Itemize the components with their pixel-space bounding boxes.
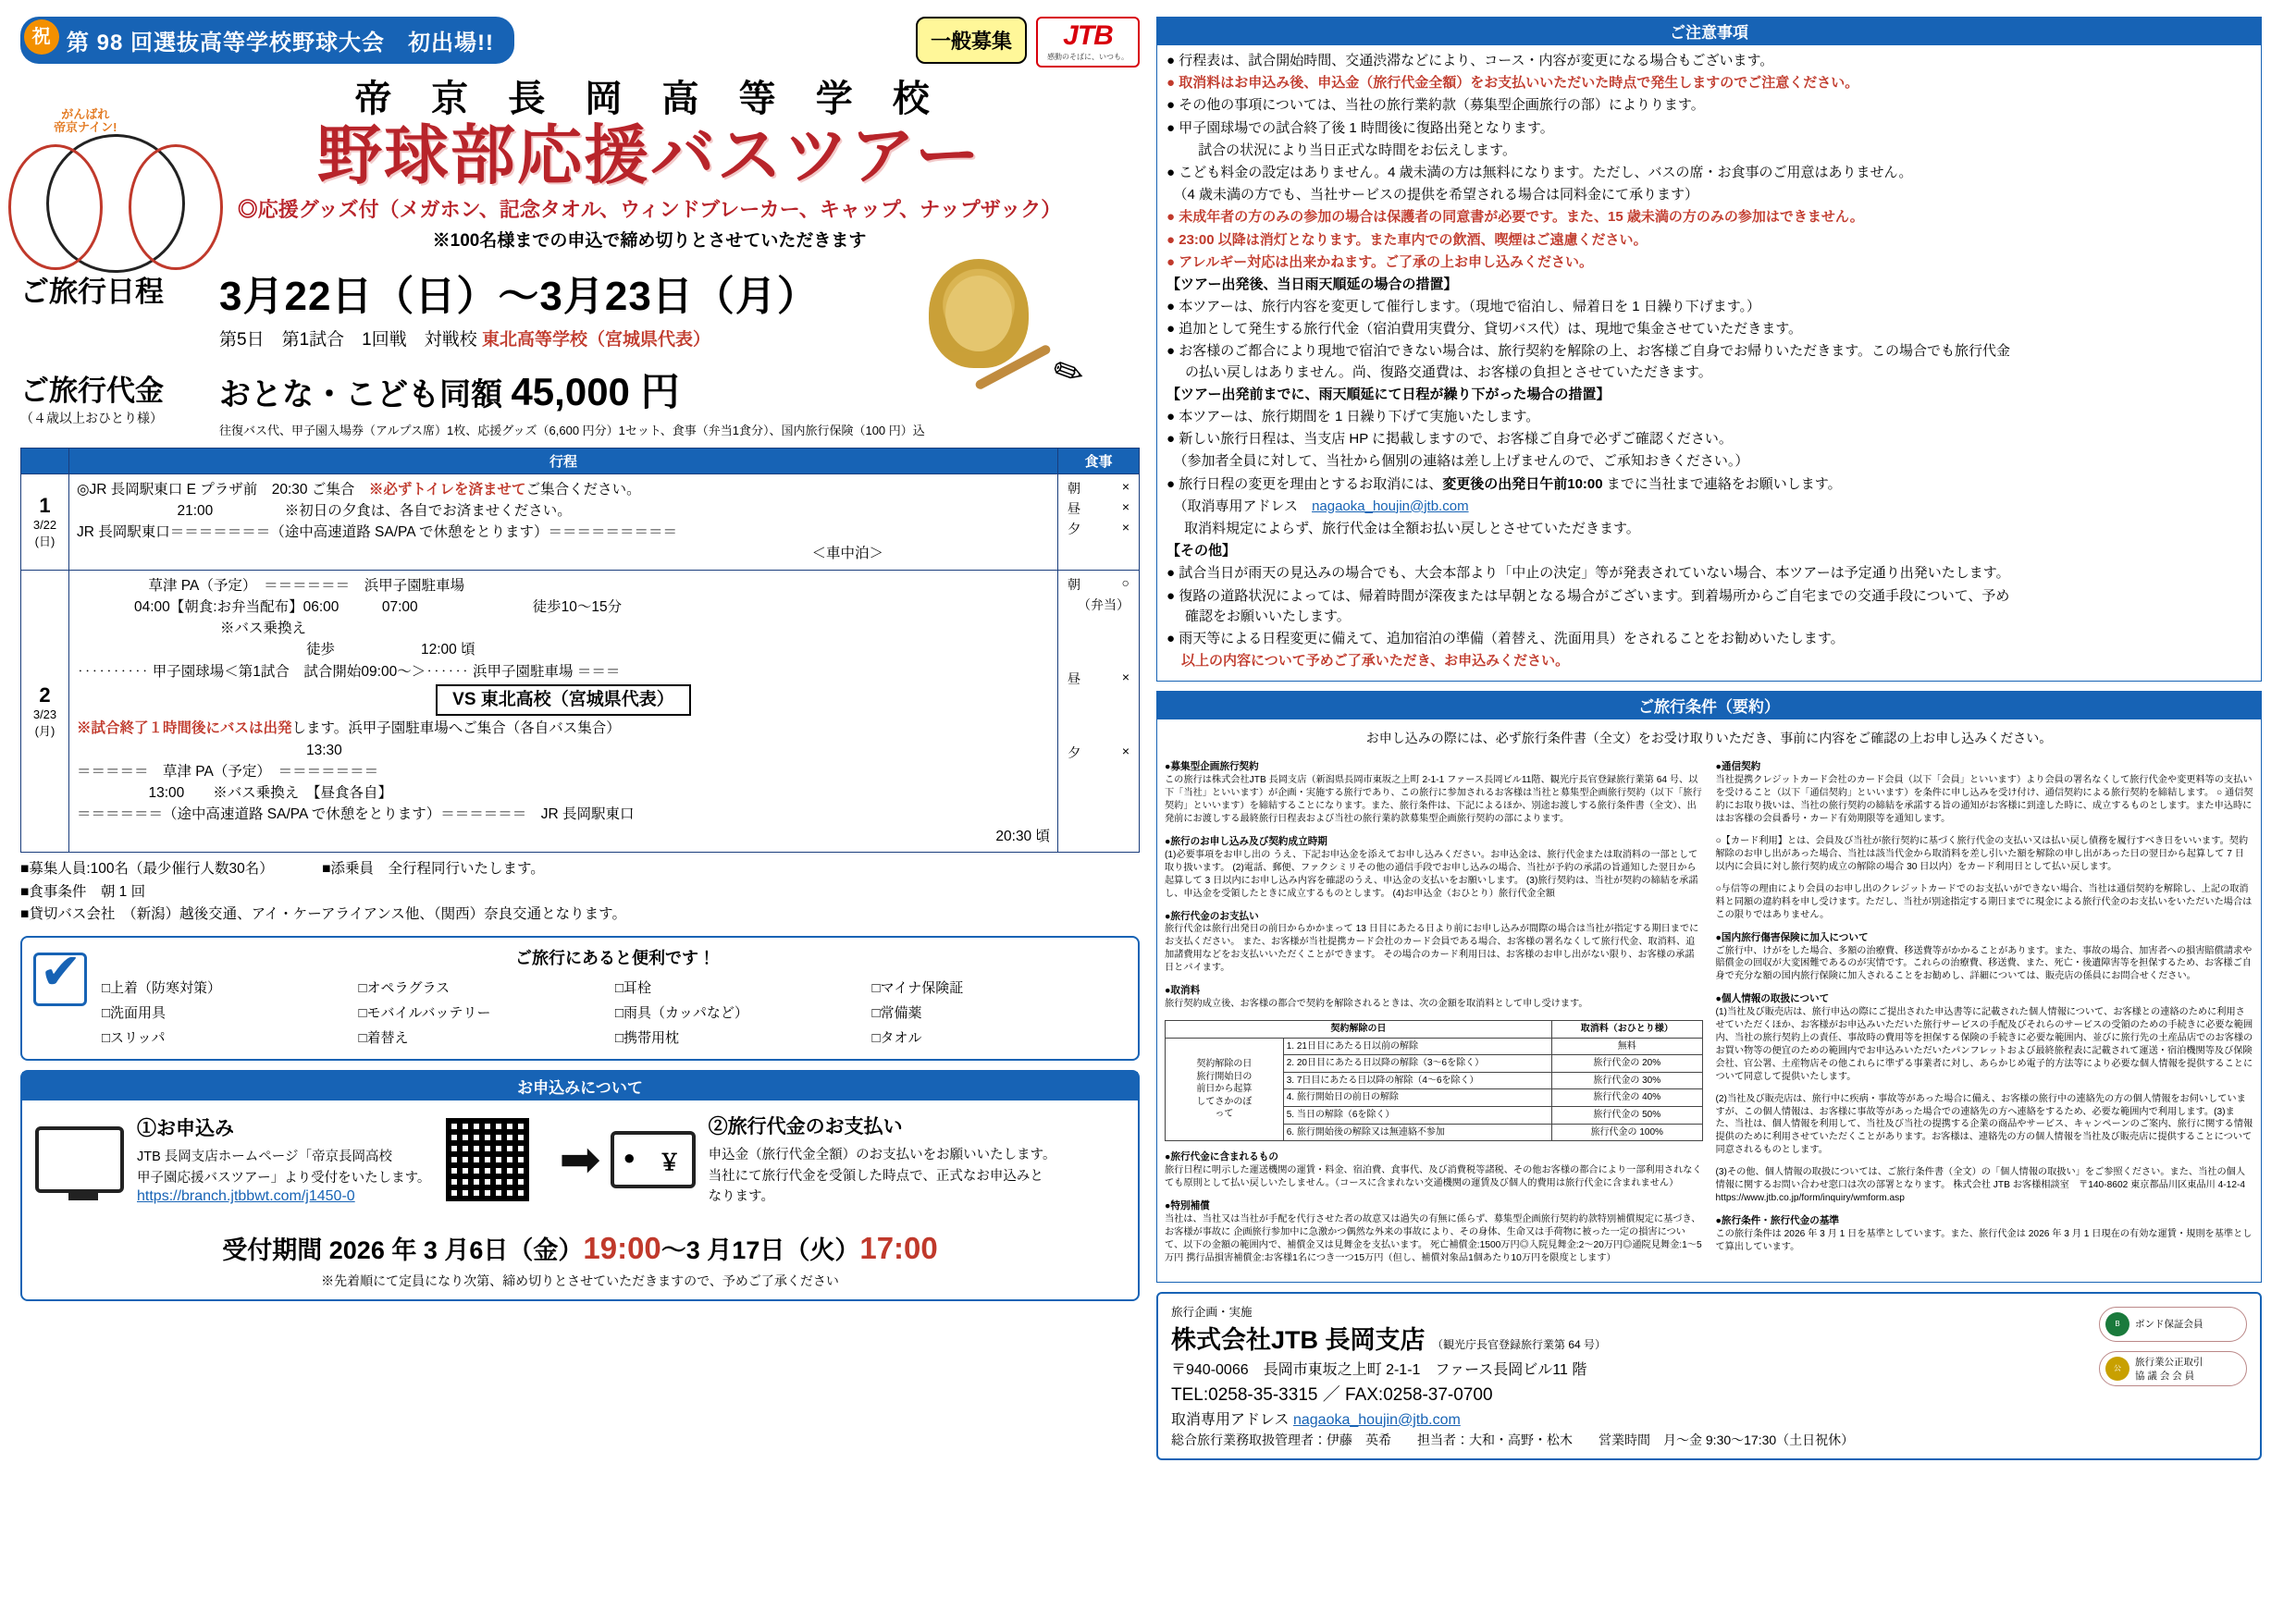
period-note: ※先着順にて定員になり次第、締め切りとさせていただきますので、予めご了承ください (321, 1273, 839, 1288)
notes-sub2-0: ● 本ツアーは、旅行期間を 1 日繰り下げて実施いたします。 (1167, 409, 1540, 424)
school-name: 帝 京 長 岡 高 等 学 校 (354, 79, 944, 119)
cond-r0 (1716, 760, 2254, 825)
cancel-row-value: 旅行代金の 50% (1551, 1107, 1702, 1125)
notes-sub3-0: ● 試合当日が雨天の見込みの場合でも、大会本部より「中止の決定」等が発表されていない場合、本ツアーは予定通り出発いたします。 (1167, 565, 2010, 582)
tournament-badge-text: 第 98 回選抜高等学校野球大会 初出場!! (67, 31, 495, 55)
day2-course (69, 570, 1058, 852)
cond-r4-text: (1)当社及び販売店は、旅行申込の際にご提出された申込書等に記載された個人情報について、お客様との連絡のために利用させていただくほか、お客様がお申込みいただいた旅行サービスの手配及びそれらのサービスの受領のための手続きに必要な範囲内、当社の旅行契約上の責任、事故時の費用等を担保する保険の手続きに必要な範囲内、並びに旅行先の土産品店でのお客様のお買い物等の便宜のための範囲内でお申込みいただいたパンフレットおよび最終旅程表に記載されて運送・宿泊機関等及び保険会社、官公署、土産物店その他これらに準ずる事業者に対し、あらかじめ電子的方法等により必要な個人情報を提供することについて同意して提供いたします。 (1715, 1007, 2253, 1082)
application-period (22, 1230, 1138, 1266)
day2-line-9: 13:00 ※バス乗換え 【昼食各自】 (77, 785, 393, 801)
application-box (20, 1070, 1140, 1300)
note-8: ● 23:00 以降は消灯となります。また車内での飲酒、喫煙はご遠慮ください。 (1167, 231, 1648, 248)
cond-r2: ○与信等の理由により会員のお申し出のクレジットカードでのお支払いができない場合、当社は通信契約を解除し、上記の取消料と同額の違約料を申し受けます。ただし、当社が別途指定する期日までに現金による旅行代金のお支払いをいただいた場合はこの限りではありません。 (1715, 883, 2253, 920)
cond-l6 (1165, 1199, 1703, 1264)
cond-l5 (1165, 1150, 1703, 1190)
conditions-left-col (1165, 751, 1703, 1274)
cond-l0 (1165, 760, 1703, 825)
notes-sub3-2: ● 雨天等による日程変更に備えて、追加宿泊の準備（着替え、洗面用具）をされることをお勧めいたします。 (1167, 630, 1845, 646)
list-item: □タオル (871, 1030, 922, 1047)
cond-r0-head: ●通信契約 (1715, 761, 1761, 773)
cond-l3 (1165, 984, 1703, 1011)
meal-label: 朝 (1068, 480, 1080, 496)
list-item: □携帯用枕 (615, 1030, 680, 1047)
wallet-icon (611, 1131, 696, 1188)
day2-line-7: 13:30 (77, 742, 342, 758)
application-body (22, 1100, 1138, 1218)
bullet-bus-company: ■貸切バス会社 （新潟）越後交通、アイ・ケーアライアンス他、（関西）奈良交通となります。 (20, 906, 626, 923)
conditions-body (1156, 719, 2262, 1283)
day2-line-11: 20:30 頃 (995, 828, 1050, 844)
cond-r1: ○【カード利用】とは、会員及び当社が旅行契約に基づく旅行代金の支払い又は払い戻し債務を履行すべき日をいいます。契約解除のお申し出があった場合、当社は該当代金から取消料を差し引いた額を解除の申し出があった日の翌日から起算して 7 日以内に会員に対し旅行契約成立の解除の場合 30 日以内）をカード利用日として払い戻します。 (1715, 836, 2249, 872)
conditions-columns (1165, 751, 2253, 1274)
right-column (1156, 17, 2262, 1606)
step1-title: ①お申込み (137, 1118, 234, 1140)
fair-trade-seal-label: 旅行業公正取引 協 議 会 会 員 (2135, 1356, 2203, 1382)
notes-sub2-4: （取消専用アドレス nagaoka_houjin@jtb.com (1167, 498, 1469, 514)
table-row (21, 570, 1140, 852)
baseball-icon (46, 134, 185, 273)
bullet-row-1 (20, 858, 1140, 881)
cond-l3-text: 旅行契約成立後、お客様の都合で契約を解除されるときは、次の金額を取消料として申し受けます。 (1165, 999, 1588, 1009)
step2-text: 申込金（旅行代金全額）のお支払いをお願いいたします。 当社にて旅行代金を受領した時点で、正式なお申込みと なります。 (708, 1148, 1056, 1205)
notes-sub1-2: ● お客様のご都合により現地で宿泊できない場合は、旅行契約を解除の上、お客様ご自身でお帰りいただきます。この場合でも旅行代金 の払い戻しはありません。尚、復路交通費は、お客様の負担とさせていただきます。 (1167, 343, 2011, 380)
cheer-note: がんばれ 帝京ナイン! (54, 107, 117, 135)
conditions-right-col (1716, 751, 2254, 1274)
list-item: □上着（防寒対策） (102, 980, 222, 997)
cancel-row-label: 3. 7日目にあたる日以降の解除（4〜6を除く） (1283, 1072, 1551, 1089)
notes-sub3-1: ● 復路の道路状況によっては、帰着時間が深夜または早朝となる場合がございます。到着場所からご自宅までの交通手段について、予め 確認をお願いいたします。 (1167, 587, 2010, 624)
note-0: ● 行程表は、試合開始時間、交通渋滞などにより、コース・内容が変更になる場合もございます。 (1167, 53, 1774, 68)
cond-l1-text: (1)必要事項をお申し出の うえ、下記お申込金を添えてお申し込みください。お申込金は、旅行代金または取消料の一部として取り扱います。 (2)電話、郵便、ファクシミリその他の通信手段でお申し込みの場合、当社が予約の承諾の旨通知した翌日から起算して 3 日以内にお申し込み内容を確認のうえ、申込金の支払いをお願いします。 (3)旅行契約は、当社が契約の締結を承諾し、申込金を受領したときに成立するものとします。 (4)お申込金（おひとり）旅行代金全額 (1165, 849, 1698, 899)
meal-label: 昼 (1068, 670, 1080, 686)
notes-sub1-0: ● 本ツアーは、旅行内容を変更して催行します。（現地で宿泊し、帰着日を 1 日繰り下げます。） (1167, 299, 1761, 315)
period-date: 2026 年 3 月6日（金） (328, 1236, 584, 1264)
note-7: ● 未成年者の方のみの参加の場合は保護者の同意書が必要です。また、15 歳未満の方のみの参加はできません。 (1167, 209, 1864, 226)
meal-value: × (1121, 743, 1129, 758)
cancel-email-link[interactable]: nagaoka_houjin@jtb.com (1312, 498, 1469, 514)
title-block (20, 69, 1140, 252)
day-cell (21, 473, 69, 570)
tournament-badge (20, 17, 514, 64)
price-note: 往復バス代、甲子園入場券（アルプス席）1枚、応援グッズ（6,600 円分）1セット、食事（弁当1食分）、国内旅行保険（100 円）込 (219, 423, 925, 437)
cond-r7 (1716, 1214, 2254, 1254)
notes-sub2-head: 【ツアー出発前までに、雨天順延にて日程が繰り下がった場合の措置】 (1167, 386, 1611, 402)
day-number: 2 (39, 682, 51, 707)
packing-list-title: ご旅行にあると便利です！ (515, 949, 715, 968)
list-item: □マイナ保険証 (871, 980, 964, 997)
meal-row (1064, 595, 1133, 615)
list-item: □洗面用具 (102, 1005, 167, 1022)
meal-value: × (1121, 519, 1129, 535)
note-3: ● 甲子園球場での試合終了後 1 時間後に復路出発となります。 (1167, 119, 1554, 136)
cancel-row-label: 2. 20日目にあたる日以降の解除（3〜6を除く） (1283, 1055, 1551, 1073)
day2-line-8: ＝＝＝＝＝ 草津 PA（予定） ＝＝＝＝＝＝＝ (77, 763, 379, 780)
bond-seal-label: ボンド保証会員 (2135, 1319, 2203, 1331)
period-label: 受付期間 (222, 1236, 323, 1264)
day2-line-2: ※バス乗換え (77, 621, 307, 636)
cancel-row-value: 無料 (1551, 1038, 1702, 1055)
cond-l2-text: 旅行代金は旅行出発日の前日からかかまって 13 日目にあたる日より前にお申し込みが間際の場合は当社が指定する期日までにお支払ください。 また、お客様が当社提携カード会社のカード会員である場合、お客様の署名なくして旅行代金、取消料、追加諸費用などをお支払いいただくことができます。 その場合のカード利用日は、お客様のお申し出がない限り、お客様の承諾日とバイます。 (1165, 924, 1699, 974)
meal-value: × (1121, 478, 1129, 494)
day2-line-10: ＝＝＝＝＝＝（途中高速道路 SA/PA で休憩をとります）＝＝＝＝＝＝ JR 長岡駅東口 (77, 806, 635, 823)
price-sub-label: （４歳以上おひとり様） (20, 410, 163, 425)
note-9: ● アレルギー対応は出来かねます。ご了承の上お申し込みください。 (1167, 253, 1594, 270)
monitor-icon (35, 1126, 124, 1193)
meal-row (1064, 498, 1133, 519)
qr-code-icon[interactable] (443, 1115, 532, 1204)
day2-line-1: 04:00【朝食:お弁当配布】06:00 07:00 徒歩10〜15分 (77, 598, 623, 615)
header-row (20, 17, 1140, 68)
notes-sub2-3: ● 旅行日程の変更を理由とするお取消には、変更後の出発日午前10:00 までに当社まで連絡をお願いします。 (1167, 475, 1842, 492)
trip-summary (20, 263, 1140, 438)
day1-line-0: ◎JR 長岡駅東口 E プラザ前 20:30 ご集合 ※必ずトイレを済ませてご集合ください。 (77, 481, 641, 498)
note-1: ● 取消料はお申込み後、申込金（旅行代金全額）をお支払いいただいた時点で発生しますのでご注意ください。 (1167, 75, 1859, 92)
period-time-end: 17:00 (859, 1230, 938, 1265)
cond-l5-head: ●旅行代金に含まれるもの (1165, 1151, 1278, 1163)
footer-company-box (1156, 1292, 2262, 1460)
meal-label: 昼 (1068, 500, 1080, 516)
footer-company (1171, 1320, 2247, 1356)
meal-row (1064, 519, 1133, 539)
price-value (219, 362, 925, 417)
day2-line-6: ※試合終了１時間後にバスは出発します。浜甲子園駐車場へご集合（各自バス集合） (77, 720, 621, 737)
itinerary-col-course: 行程 (69, 448, 1058, 473)
cond-l6-head: ●特別補償 (1165, 1200, 1210, 1212)
footer-address: 〒940-0066 長岡市東坂之上町 2-1-1 ファース長岡ビル11 階 (1171, 1361, 1587, 1378)
cond-r5: (2)当社及び販売店は、旅行中に疾病・事故等があった場合に備え、お客様の旅行中の連絡先の方の個人情報をお伺いしていますが、この個人情報は、お客様に事故等があった場合での連絡先の方へ連絡をするため、必要な範囲内で利用します。(3)また、当社は、個人情報を利用して、当社及び当社の提携する企業の商品やサービス、キャンペーンのご案内、旅行に関する情報提供のために利用させていただくことがあります。お客様は、連絡先の方の個人情報を当社及び販売店に提供することについて同意されるものとします。 (1715, 1093, 2253, 1156)
period-time-start: 19:00 (583, 1230, 661, 1265)
cond-r3-head: ●国内旅行傷害保険に加入について (1715, 931, 1869, 943)
fair-trade-seal-icon: 公 (2105, 1357, 2129, 1381)
cond-r7-head: ●旅行条件・旅行代金の基準 (1715, 1215, 1840, 1226)
footer-cancel-email-link[interactable]: nagaoka_houjin@jtb.com (1292, 1411, 1461, 1428)
school-crest-icon (929, 259, 1029, 368)
day1-line-2: JR 長岡駅東口＝＝＝＝＝＝＝（途中高速道路 SA/PA で休憩をとります）＝＝＝＝＝＝＝＝＝ (77, 524, 678, 540)
application-step1 (35, 1113, 549, 1205)
schedule-label: ご旅行日程 (20, 275, 164, 308)
step2-title: ②旅行代金のお支払い (708, 1116, 903, 1138)
footer-tel: TEL:0258-35-3315 ／ FAX:0258-37-0700 (1171, 1384, 1493, 1405)
notes-sub3-head: 【その他】 (1167, 543, 1237, 559)
notes-sub2-2: （参加者全員に対して、当社から個別の連絡は差し上げませんので、ご承知おきください。） (1167, 453, 1749, 470)
general-recruit-badge: 一般募集 (916, 17, 1027, 64)
fair-trade-seal (2099, 1351, 2247, 1386)
price-label-text: ご旅行代金 (20, 374, 164, 407)
day2-vs-box-wrap (77, 682, 1050, 719)
footer-manager: 総合旅行業務取扱管理者：伊藤 英希 担当者：大和・高野・松木 営業時間 月〜金 9:30〜17:30（土日祝休） (1171, 1432, 1855, 1447)
meal-row (1064, 669, 1133, 689)
cond-l1-head: ●旅行のお申し込み及び契約成立時期 (1165, 836, 1327, 847)
notes-header: ご注意事項 (1156, 17, 2262, 45)
day2-line-3: 徒歩 12:00 頃 (77, 642, 475, 658)
capacity-limit-line: ※100名様までの申込で締め切りとさせていただきます (432, 230, 867, 251)
vs-opponent-box: VS 東北高校（宮城県代表） (436, 684, 691, 717)
cond-r4 (1716, 992, 2254, 1083)
price-label (20, 362, 219, 427)
cond-r6: (3)その他、個人情報の取扱については、ご旅行条件書（全文）の「個人情報の取扱い」をご参照ください。また、当社の個人情報に関するお問い合わせ窓口は次の部署となります。 株式会社 JTB お客様相談室 〒140-8602 東京都品川区東品川 4-12-4 https://www.jtb.co.jp/form/inquiry/wmform.asp (1715, 1167, 2246, 1203)
page-title: 野球部応援バスツアー (317, 119, 981, 191)
itinerary-table (20, 448, 1140, 853)
cond-r7-text: この旅行条件は 2026 年 3 月 1 日を基準としています。また、旅行代金は 2026 年 3 月 1 日現在の有効な運賃・規則を基準として算出しています。 (1715, 1228, 2253, 1252)
bond-member-seal (2099, 1307, 2247, 1342)
cancel-row-label: 4. 旅行開始日の前日の解除 (1283, 1089, 1551, 1107)
cancel-row-label: 6. 旅行開始後の解除又は無連絡不参加 (1283, 1124, 1551, 1141)
footer-company-name: 株式会社JTB 長岡支店 (1171, 1325, 1426, 1354)
footer-cancel-mail-row (1171, 1408, 2247, 1429)
list-item: □雨具（カッパなど） (615, 1005, 748, 1022)
notes-sub2-5: 取消料規定によらず、旅行代金は全額お払い戻しとさせていただきます。 (1167, 520, 1640, 536)
notes-body (1156, 45, 2262, 682)
cond-r4-head: ●個人情報の取扱について (1715, 993, 1830, 1005)
footer-cancel-label: 取消専用アドレス (1171, 1411, 1290, 1428)
list-item: □モバイルバッテリー (358, 1005, 491, 1022)
footer-label: 旅行企画・実施 (1171, 1305, 1253, 1319)
price-text: おとな・こども同額 (219, 376, 502, 412)
meal-label: 夕 (1068, 744, 1080, 760)
cond-l6-text: 当社は、当社又は当社が手配を代行させた者の故意又は過失の有無に係らず、募集型企画旅行契約約款特別補償規定に基づき、お客様が事故に 企画旅行参加中に急激かつ偶然な外来の事故により、その身体、生命又は手荷物に被った一定の損害について、以下の金額の範囲内で、補償金又は見舞金を支払います。 死亡補償金:1500万円◎入院見舞金:2〜20万円◎通院見舞金:1〜5万円 携行品損害補償金:お客様1名につき一つ15万円（但し、補償対象品1個あたり10万円を限度とします） (1165, 1214, 1702, 1263)
cancel-side-label: 契約解除の日 旅行開始日の 前日から起算 してさかのぼ って (1166, 1038, 1284, 1141)
cond-r3 (1716, 931, 2254, 984)
day1-course (69, 473, 1058, 570)
day-weekday: (月) (34, 723, 56, 738)
list-item: □常備薬 (871, 1005, 922, 1022)
meal-value: （弁当） (1078, 596, 1129, 612)
packing-list-items (102, 975, 1129, 1050)
arrow-right-icon: ➡ (559, 1132, 601, 1188)
list-item: □着替え (358, 1030, 409, 1047)
goods-included-line: ◎応援グッズ付（メガホン、記念タオル、ウィンドブレーカー、キャップ、ナップザック） (237, 197, 1062, 221)
cancel-th-1: 取消料（おひとり様） (1551, 1021, 1702, 1039)
list-item: □スリッパ (102, 1030, 166, 1047)
notes-sub3-red: 以上の内容について予めご了承いただき、お申込みください。 (1181, 653, 1570, 670)
cond-l0-head: ●募集型企画旅行契約 (1165, 761, 1259, 773)
trip-bullets (20, 858, 1140, 927)
list-item: □オペラグラス (358, 980, 451, 997)
step1-text: JTB 長岡支店ホームページ「帝京長岡高校 甲子園応援バスツアー」より受付をいたします。 (137, 1150, 431, 1186)
day2-line-4: ‥‥‥‥‥ 甲子園球場＜第1試合 試合開始09:00〜＞‥‥‥ 浜甲子園駐車場 ＝＝＝ (77, 663, 621, 680)
left-column (20, 17, 1140, 1606)
cond-l2 (1165, 910, 1703, 975)
trip-dates: 3月22日（日）〜3月23日（月） (219, 273, 819, 319)
note-4: 試合の状況により当日正式な時間をお伝えします。 (1167, 141, 1516, 158)
day1-line-1: 21:00 ※初日の夕食は、各自でお済ませください。 (77, 502, 572, 519)
game-line (219, 326, 819, 350)
application-header: お申込みについて (22, 1072, 1138, 1100)
day-cell (21, 570, 69, 852)
jtb-logo (1036, 17, 1140, 68)
day1-line-3: ＜車中泊＞ (811, 546, 883, 562)
period-mid: 〜3 月17日（火） (660, 1236, 860, 1264)
bullet-escort: ■添乗員 全行程同行いたします。 (322, 860, 545, 877)
bullet-capacity: ■募集人員:100名（最少催行人数30名） (20, 860, 274, 877)
day-weekday: (日) (34, 535, 56, 548)
notes-sub1-1: ● 追加として発生する旅行代金（宿泊費用実費分、貸切バス代）は、現地で集金させていただきます。 (1167, 321, 1803, 338)
meal-row (1064, 743, 1133, 763)
meal-value: ○ (1121, 574, 1129, 590)
day2-line-0: 草津 PA（予定） ＝＝＝＝＝＝ 浜甲子園駐車場 (77, 577, 465, 594)
note-2: ● その他の事項については、当社の旅行業約款（募集型企画旅行の部）によりります。 (1167, 97, 1705, 114)
meal-value: × (1121, 498, 1129, 514)
day-date: 3/22 (32, 518, 57, 532)
cancel-row-label: 5. 当日の解除（6を除く） (1283, 1107, 1551, 1125)
application-step2 (611, 1112, 1125, 1207)
trip-price-row (20, 362, 1140, 438)
day-number: 1 (39, 494, 51, 517)
cancel-row-value: 旅行代金の 20% (1551, 1055, 1702, 1073)
table-row (1166, 1038, 1703, 1055)
itinerary-col-day (21, 448, 69, 473)
note-6: （4 歳未満の方でも、当社サービスの提供を希望される場合は同料金にて承ります） (1167, 187, 1699, 203)
cancellation-fee-table (1165, 1020, 1703, 1141)
notes-sub2-1: ● 新しい旅行日程は、当支店 HP に掲載しますので、お客様ご自身で必ずご確認ください。 (1167, 431, 1733, 448)
conditions-lead: お申し込みの際には、必ず旅行条件書（全文）をお受け取りいただき、事前に内容をご確認の上お申し込みください。 (1365, 731, 2053, 746)
cond-l0-text: この旅行は株式会社JTB 長岡支店（新潟県長岡市東坂之上町 2-1-1 ファース長岡ビル11階、観光庁長官登録旅行業第 64 号、以下「当社」といいます）が企画・実施する旅行であり、この旅行に参加されるお客様は当社と募集型企画旅行契約（以下「旅行契約」といいます）を締結することになります。また、旅行条件は、下記によるほか、別途お渡しする旅行条件書（全文）、出発前にお渡しする最終旅行日程表および当社の旅行業約款募集型企画旅行契約の部によります。 (1165, 775, 1702, 824)
notes-sub1-head: 【ツアー出発後、当日雨天順延の場合の措置】 (1167, 276, 1458, 292)
cond-l1 (1165, 835, 1703, 900)
conditions-header: ご旅行条件（要約） (1156, 691, 2262, 719)
cancel-row-value: 旅行代金の 40% (1551, 1089, 1702, 1107)
day1-meals (1058, 473, 1140, 570)
celebration-icon: 祝 (24, 19, 59, 55)
packing-list-box (20, 936, 1140, 1061)
application-url-link[interactable]: https://branch.jtbbwt.com/j1450-0 (137, 1188, 355, 1205)
cond-l3-head: ●取消料 (1165, 985, 1201, 997)
list-item: □耳栓 (615, 980, 652, 997)
cancel-th-0: 契約解除の日 (1166, 1021, 1552, 1039)
cond-r0-text: 当社提携クレジットカード会社のカード会員（以下「会員」といいます）より会員の署名なくして旅行代金や変更料等の支払いを受けること（以下「通信契約」といいます）を条件に申し込みを受け付け、通信契約による旅行契約を締結します。 ○ 通信契約にお取り扱いは、当社の旅行契約の締結を承諾する旨の通知がお客様に到達した時に、成立するものとします。また申込時にはお客様の会員番号・カード有効期限等を通知します。 (1715, 775, 2253, 824)
cond-l2-head: ●旅行代金のお支払い (1165, 910, 1259, 922)
bullet-meals: ■食事条件 朝 1 回 (20, 883, 146, 900)
table-row (21, 473, 1140, 570)
cancel-row-value: 旅行代金の 100% (1551, 1124, 1702, 1141)
meal-row (1064, 574, 1133, 595)
price-amount: 45,000 円 (511, 369, 680, 413)
game-line-prefix: 第5日 第1試合 1回戦 対戦校 (219, 329, 477, 350)
opponent-school: 東北高等学校（宮城県代表） (481, 329, 710, 350)
day-date: 3/23 (32, 707, 57, 721)
itinerary-col-meal: 食事 (1058, 448, 1140, 473)
meal-label: 朝 (1068, 576, 1080, 592)
meal-row (1064, 478, 1133, 498)
bond-seal-icon: B (2105, 1312, 2129, 1336)
jtb-tagline: 感動のそばに、いつも。 (1047, 53, 1129, 61)
note-5: ● こども料金の設定はありません。4 歳未満の方は無料になります。ただし、バスの席・お食事のご用意はありません。 (1167, 164, 1913, 180)
footer-company-reg: （観光庁長官登録旅行業第 64 号） (1432, 1337, 1607, 1351)
day2-meals (1058, 570, 1140, 852)
cond-r3-text: ご旅行中、けがをした場合、多額の治療費、移送費等がかかることがあります。また、事故の場合、加害者への損害賠償請求や賠償金の回収が大変困難であるのが実情です。これらの治療費、移送費、また、死亡・後遺障害等を担保するため、お客様ご自身で充分な額の国内旅行保険に加入されることをお勧めし、詳細については、販売店の係員にお問合せください。 (1715, 945, 2253, 982)
jtb-logo-text: JTB (1063, 20, 1113, 51)
meal-label: 夕 (1068, 521, 1080, 536)
meal-value: × (1121, 669, 1129, 684)
cancel-row-value: 旅行代金の 30% (1551, 1072, 1702, 1089)
cancel-row-label: 1. 21日目にあたる日以前の解除 (1283, 1038, 1551, 1055)
pencil-icon: ✏ (1046, 348, 1091, 397)
cond-l5-text: 旅行日程に明示した運送機関の運賃・料金、宿泊費、食事代、及び消費税等諸税、その他お客様の都合により一部利用されなくても原則として払い戻しいたしません。（コースに含まれない交通機関の運賃及び個人的費用は旅行代金に含まれません） (1165, 1165, 1702, 1189)
checkmark-icon (33, 953, 87, 1006)
